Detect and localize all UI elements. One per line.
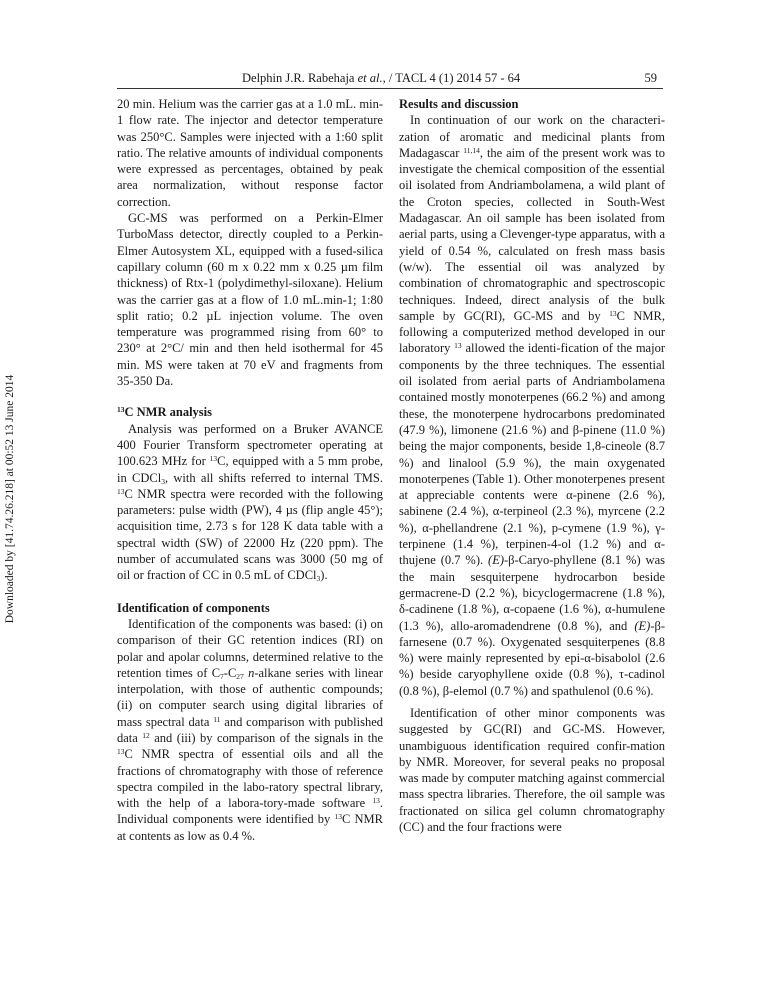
download-note: Downloaded by [41.74.26.218] at 00:52 13 June 2014	[4, 374, 16, 624]
paragraph-gc-conditions: 20 min. Helium was the carrier gas at a 1.0 mL. min-1 flow rate. The injector and detector temperature was 250°C. Samples were injected with a 1:60 split ratio. The relative amounts of individual components were expressed as percentages, obtained by peak area normalization, without response factor correction.	[117, 97, 383, 209]
paragraph-nmr: Analysis was performed on a Bruker AVANCE 400 Fourier Transform spectrometer operating at 100.623 MHz for $^{13}$C, equipped with a 5 mm probe, in CDCl$_3$, with all shifts referred to internal TMS. $^{13}$C NMR spectra were recorded with the following parameters: pulse width (PW), 4 µs (flip angle 45°); acquisition time, 2.73 s for 128 K data table with a spectral width (SW) of 22000 Hz (220 ppm). The number of accumulated scans was 3000 (50 mg of oil or fraction of CC in 0.5 mL of CDCl$_3$).	[117, 421, 384, 584]
header-etal: et al.	[357, 71, 383, 85]
section-spacer	[117, 584, 383, 600]
heading-results-discussion: Results and discussion	[399, 97, 519, 111]
heading-identification: Identification of components	[117, 600, 270, 615]
running-title	[242, 70, 520, 86]
paragraph-results: In continuation of our work on the characteri-zation of aromatic and medicinal plants from Madagascar $^{11,14}$, the aim of the present work was to investigate the chemical composition of the essential oil isolated from Andriambolamena, a wild plant of the Croton species, collected in South-West Madagascar. An oil sample has been isolated from aerial parts, using a Clevenger-type apparatus, with a yield of 0.54 %, calculated on fresh mass basis (w/w). The essential oil was analyzed by combination of chromatographic and spectroscopic techniques. Indeed, direct analysis of the bulk sample by GC(RI), GC-MS and by $^{13}$C NMR, following a computerized method developed in our laboratory $^{13}$ allowed the identi-fication of the major components by the three techniques. The essential oil isolated from aerial parts of Andriambolamena contained mostly monoterpenes (66.2 %) and among these, the monoterpene hydrocarbons predominated (47.9 %), limonene (21.6 %) and β-pinene (11.0 %) being the major components, beside 1,8-cineole (8.7 %) and linalool (5.9 %), the main oxygenated monoterpenes (Table 1). Other monoterpenes present at appreciable contents were α-pinene (2.6 %), sabinene (2.4 %), α-terpineol (2.3 %), myrcene (2.2 %), α-phellandrene (2.1 %), p-cymene (1.9 %), γ-terpinene (1.4 %), terpinen-4-ol (1.2 %) and α-thujene (0.7 %). (E)-β-Caryo-phyllene (8.1 %) was the main sesquiterpene hydrocarbon beside germacrene-D (2.2 %), bicyclogermacrene (1.8 %), δ-cadinene (1.8 %), α-copaene (1.6 %), α-humulene (1.3 %), allo-aromadendrene (0.8 %), and (E)-β-farnesene (0.7 %). Oxygenated sesquiterpenes (8.8 %) were mainly represented by epi-α-bisabolol (2.6 %) beside caryophyllene oxide (0.8 %), τ-cadinol (0.8 %), β-elemol (0.7 %) and spathulenol (0.6 %).	[399, 113, 665, 698]
heading-nmr-analysis: $^{13}$C NMR analysis	[117, 405, 213, 420]
paragraph-gc-ms: GC-MS was performed on a Perkin-Elmer TurboMass detector, directly coupled to a Perkin-Elmer Autosystem XL, equipped with a fused-silica capillary column (60 m x 0.22 mm x 0.25 µm film thickness) of Rtx-1 (polydimethyl-siloxane). Helium was the carrier gas at a flow of 1.0 mL.min-1; 1:80 split ratio; 0.2 µL injection volume. The oven temperature was programmed rising from 60° to 230° at 2°C/ min and then held isothermal for 45 min. MS were taken at 70 eV and fragments from 35-350 Da.	[117, 211, 383, 389]
header-citation: , / TACL 4 (1) 2014 57 - 64	[382, 71, 521, 85]
page-number: 59	[644, 71, 657, 85]
paragraph-identification: Identification of the components was based: (i) on comparison of their GC retention indices (RI) on polar and apolar columns, determined relative to the retention times of $C_7-C_{27}$ n-alkane series with linear interpolation, with those of authentic compounds; (ii) on computer search using digital libraries of mass spectral data $^{11}$ and comparison with published data $^{12}$ and (iii) by comparison of the signals in the $^{13}$C NMR spectra of essential oils and all the fractions of chromatography with those of reference spectra compiled in the labo-ratory spectral library, with the help of a labora-tory-made software $^{13}$. Individual components were identified by $^{13}$C NMR at contents as low as 0.4 %.	[117, 616, 384, 843]
download-watermark	[3, 359, 17, 639]
header-rule	[117, 88, 663, 89]
header-authors: Delphin J.R. Rabehaja	[242, 71, 355, 85]
left-column	[117, 96, 383, 844]
paragraph-minor-components: Identification of other minor components was suggested by GC(RI) and GC-MS. However, unambiguous identification required confir-mation by NMR. Moreover, for several peaks no proposal was made by computer matching against commercial mass spectra libraries. Therefore, the oil sample was fractionated on silica gel column chromatography (CC) and the four fractions were	[399, 705, 665, 835]
right-column	[399, 96, 665, 835]
section-spacer	[117, 389, 383, 404]
